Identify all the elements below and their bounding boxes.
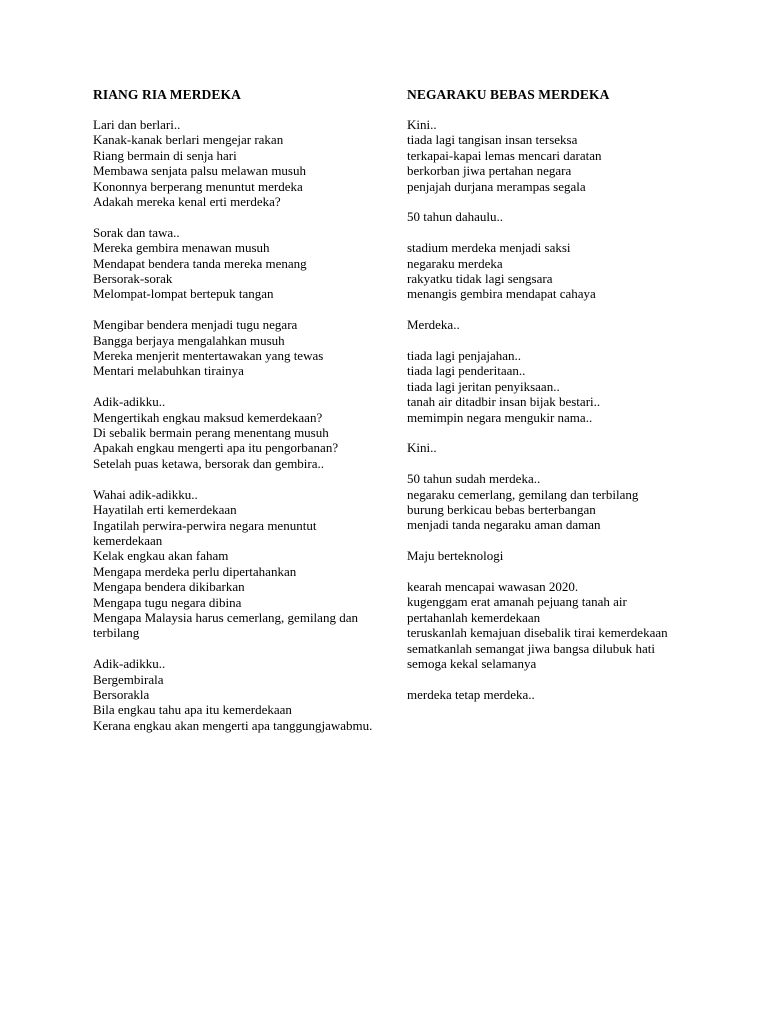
poem-line: Mengapa Malaysia harus cemerlang, gemilang dan terbilang xyxy=(93,609,358,641)
poem-line: semoga kekal selamanya xyxy=(407,656,537,672)
poem-line: merdeka tetap merdeka.. xyxy=(407,686,535,702)
poem-line: Kononnya berperang menuntut merdeka xyxy=(93,178,303,194)
poem-line: tiada lagi penjajahan.. xyxy=(407,348,522,364)
poem-stanza xyxy=(93,487,378,641)
poem-line: Setelah puas ketawa, bersorak dan gembira.. xyxy=(93,455,325,471)
poem-line: Ingatilah perwira-perwira negara menuntut kemerdekaan xyxy=(93,517,317,548)
poem-stanza xyxy=(407,117,677,194)
poem-line: Riang bermain di senja hari xyxy=(93,147,237,163)
poem-line: Membawa senjata palsu melawan musuh xyxy=(93,163,306,179)
poem-line: Adik-adikku.. xyxy=(93,394,166,410)
poem-line: 50 tahun dahaulu.. xyxy=(407,209,504,225)
poem-stanza xyxy=(407,579,677,671)
poem-line: penjajah durjana merampas segala xyxy=(407,178,586,194)
poem-line: Maju berteknologi xyxy=(407,548,504,564)
poem-line: Mereka gembira menawan musuh xyxy=(93,240,270,256)
poem-line: rakyatku tidak lagi sengsara xyxy=(407,271,553,287)
poem-line: negaraku merdeka xyxy=(407,255,503,271)
poem-line: kearah mencapai wawasan 2020. xyxy=(407,579,579,595)
poem-stanza xyxy=(407,471,677,533)
poem-stanza xyxy=(93,394,378,471)
poem-line: Wahai adik-adikku.. xyxy=(93,486,198,502)
poem-line: Bersorakla xyxy=(93,686,150,702)
poem-line: Kini.. xyxy=(407,117,437,132)
poem-line: teruskanlah kemajuan disebalik tirai kemerdekaan xyxy=(407,625,668,641)
right-poem xyxy=(407,85,677,718)
right-poem-title: NEGARAKU BEBAS MERDEKA xyxy=(407,87,610,102)
poem-stanza xyxy=(407,317,677,332)
poem-stanza xyxy=(93,117,378,209)
poem-line: menjadi tanda negaraku aman daman xyxy=(407,517,601,533)
poem-line: Adakah mereka kenal erti merdeka? xyxy=(93,194,281,210)
poem-line: tiada lagi tangisan insan terseksa xyxy=(407,132,578,148)
poem-stanza xyxy=(407,548,677,563)
poem-line: Apakah engkau mengerti apa itu pengorbanan? xyxy=(93,440,339,456)
left-poem-title: RIANG RIA MERDEKA xyxy=(93,87,241,102)
poem-line: Mendapat bendera tanda mereka menang xyxy=(93,255,307,271)
poem-line: Mereka menjerit mentertawakan yang tewas xyxy=(93,348,324,364)
poem-line: negaraku cemerlang, gemilang dan terbilang xyxy=(407,486,639,502)
poem-line: menangis gembira mendapat cahaya xyxy=(407,286,596,302)
poem-line: Bila engkau tahu apa itu kemerdekaan xyxy=(93,702,292,718)
poem-line: tiada lagi penderitaan.. xyxy=(407,363,526,379)
poem-stanza xyxy=(93,656,378,733)
poem-line: berkorban jiwa pertahan negara xyxy=(407,163,572,179)
poem-line: Adik-adikku.. xyxy=(93,656,166,672)
poem-line: terkapai-kapai lemas mencari daratan xyxy=(407,147,602,163)
poem-line: Di sebalik bermain perang menentang musuh xyxy=(93,425,329,441)
poem-stanza xyxy=(93,317,378,379)
poem-line: Mentari melabuhkan tirainya xyxy=(93,363,244,379)
poem-line: tiada lagi jeritan penyiksaan.. xyxy=(407,378,560,394)
right-poem-stanzas xyxy=(407,117,677,702)
poem-stanza xyxy=(93,225,378,302)
poem-line: Hayatilah erti kemerdekaan xyxy=(93,502,237,518)
poem-line: Sorak dan tawa.. xyxy=(93,224,180,240)
poem-line: Lari dan berlari.. xyxy=(93,117,181,132)
left-poem xyxy=(93,85,378,749)
poem-stanza xyxy=(407,348,677,425)
poem-line: burung berkicau bebas berterbangan xyxy=(407,502,596,518)
poem-line: Bergembirala xyxy=(93,671,164,687)
poem-line: Melompat-lompat bertepuk tangan xyxy=(93,286,274,302)
poem-line: pertahanlah kemerdekaan xyxy=(407,609,541,625)
poem-line: Mengapa merdeka perlu dipertahankan xyxy=(93,563,297,579)
poem-line: Kanak-kanak berlari mengejar rakan xyxy=(93,132,284,148)
left-poem-stanzas xyxy=(93,117,378,733)
poem-line: Bersorak-sorak xyxy=(93,271,173,287)
poem-line: Mengapa bendera dikibarkan xyxy=(93,579,245,595)
poem-stanza xyxy=(407,209,677,224)
poem-line: Mengertikah engkau maksud kemerdekaan? xyxy=(93,409,323,425)
poem-line: Bangga berjaya mengalahkan musuh xyxy=(93,332,285,348)
poem-stanza xyxy=(407,687,677,702)
poem-line: Mengibar bendera menjadi tugu negara xyxy=(93,317,298,333)
poem-line: Merdeka.. xyxy=(407,317,460,333)
poem-line: kugenggam erat amanah pejuang tanah air xyxy=(407,594,627,610)
poem-line: tanah air ditadbir insan bijak bestari.. xyxy=(407,394,601,410)
poem-line: 50 tahun sudah merdeka.. xyxy=(407,471,541,487)
poem-line: memimpin negara mengukir nama.. xyxy=(407,409,593,425)
poem-stanza xyxy=(407,240,677,302)
poem-line: Mengapa tugu negara dibina xyxy=(93,594,242,610)
poem-line: Kerana engkau akan mengerti apa tanggungjawabmu. xyxy=(93,717,373,733)
poem-stanza xyxy=(407,440,677,455)
poem-line: Kini.. xyxy=(407,440,437,456)
poem-line: sematkanlah semangat jiwa bangsa dilubuk hati xyxy=(407,640,656,656)
poem-line: Kelak engkau akan faham xyxy=(93,548,229,564)
poem-line: stadium merdeka menjadi saksi xyxy=(407,240,571,256)
